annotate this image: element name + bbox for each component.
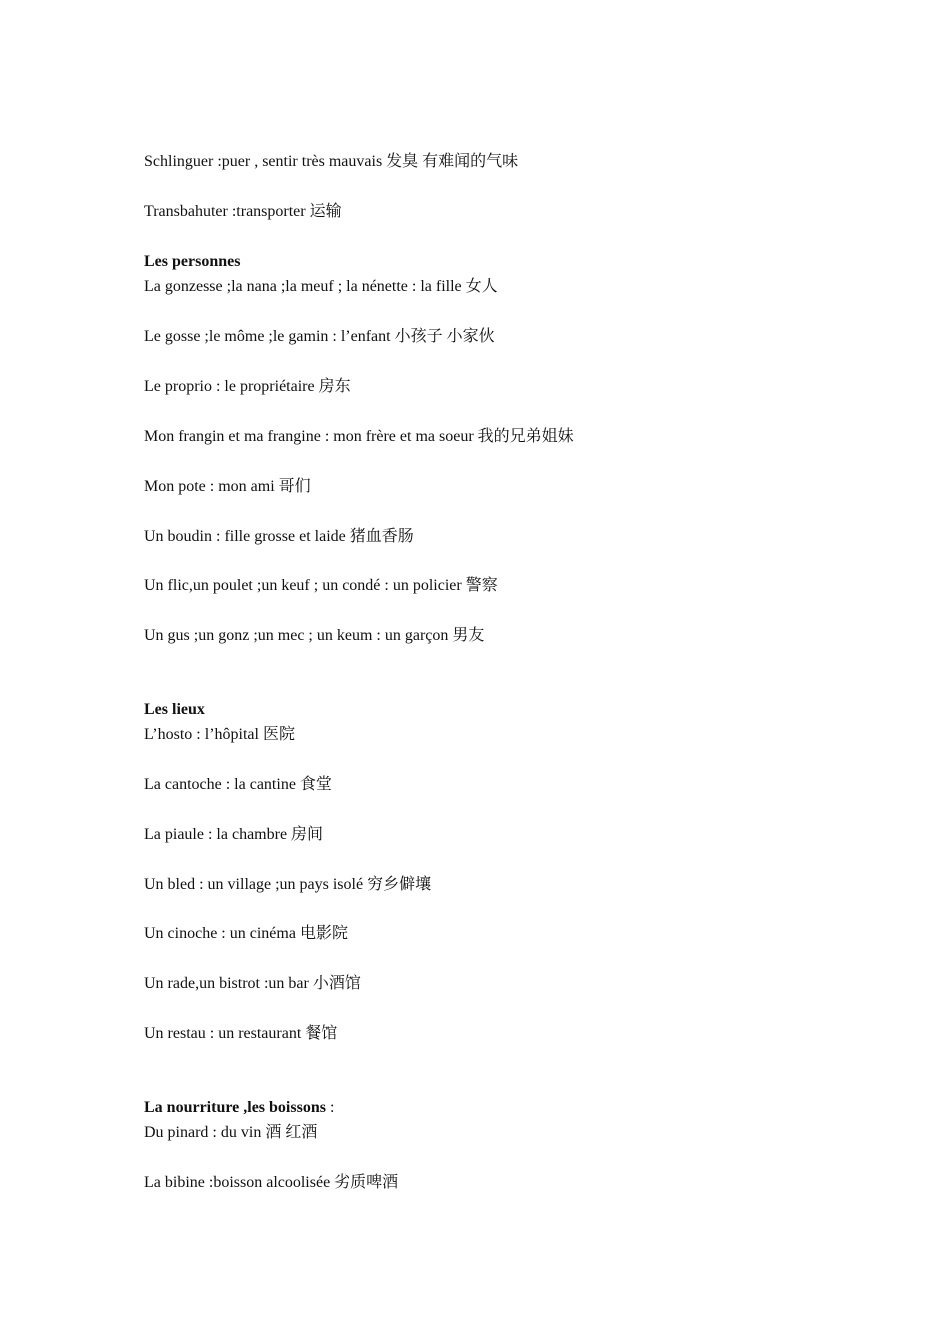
vocab-entry: Un gus ;un gonz ;un mec ; un keum : un garçon 男友 [144,627,485,644]
vocab-entry: Un bled : un village ;un pays isolé 穷乡僻壤 [144,876,432,893]
vocab-entry: La piaule : la chambre 房间 [144,826,324,843]
vocab-entry: Du pinard : du vin 酒 红酒 [144,1124,318,1141]
vocab-entry: L’hosto : l’hôpital 医院 [144,726,295,743]
vocab-entry: La cantoche : la cantine 食堂 [144,776,332,793]
vocab-entry: Mon frangin et ma frangine : mon frère et ma soeur 我的兄弟姐妹 [144,428,574,445]
section-heading-colon: : [325,1099,335,1116]
vocab-entry: Le proprio : le propriétaire 房东 [144,378,351,395]
vocab-entry-transbahuter: Transbahuter :transporter 运输 [144,203,342,220]
vocab-entry: Un rade,un bistrot :un bar 小酒馆 [144,975,361,992]
vocab-entry: Un boudin : fille grosse et laide 猪血香肠 [144,528,414,545]
vocab-entry: Un cinoche : un cinéma 电影院 [144,925,348,942]
vocab-entry: Un flic,un poulet ;un keuf ; un condé : un policier 警察 [144,577,498,594]
section-heading-text: La nourriture ,les boissons [144,1099,326,1116]
section-heading-lieux: Les lieux [144,701,205,718]
vocab-entry: Mon pote : mon ami 哥们 [144,478,311,495]
vocab-entry-schlinguer: Schlinguer :puer , sentir très mauvais 发臭 有难闻的气味 [144,153,519,170]
section-heading-nourriture [144,1098,334,1118]
vocab-entry: La bibine :boisson alcoolisée 劣质啤酒 [144,1174,399,1191]
section-heading-personnes: Les personnes [144,253,241,270]
vocab-entry: La gonzesse ;la nana ;la meuf ; la nénette : la fille 女人 [144,278,498,295]
vocab-entry: Un restau : un restaurant 餐馆 [144,1025,338,1042]
vocab-entry: Le gosse ;le môme ;le gamin : l’enfant 小孩子 小家伙 [144,328,495,345]
